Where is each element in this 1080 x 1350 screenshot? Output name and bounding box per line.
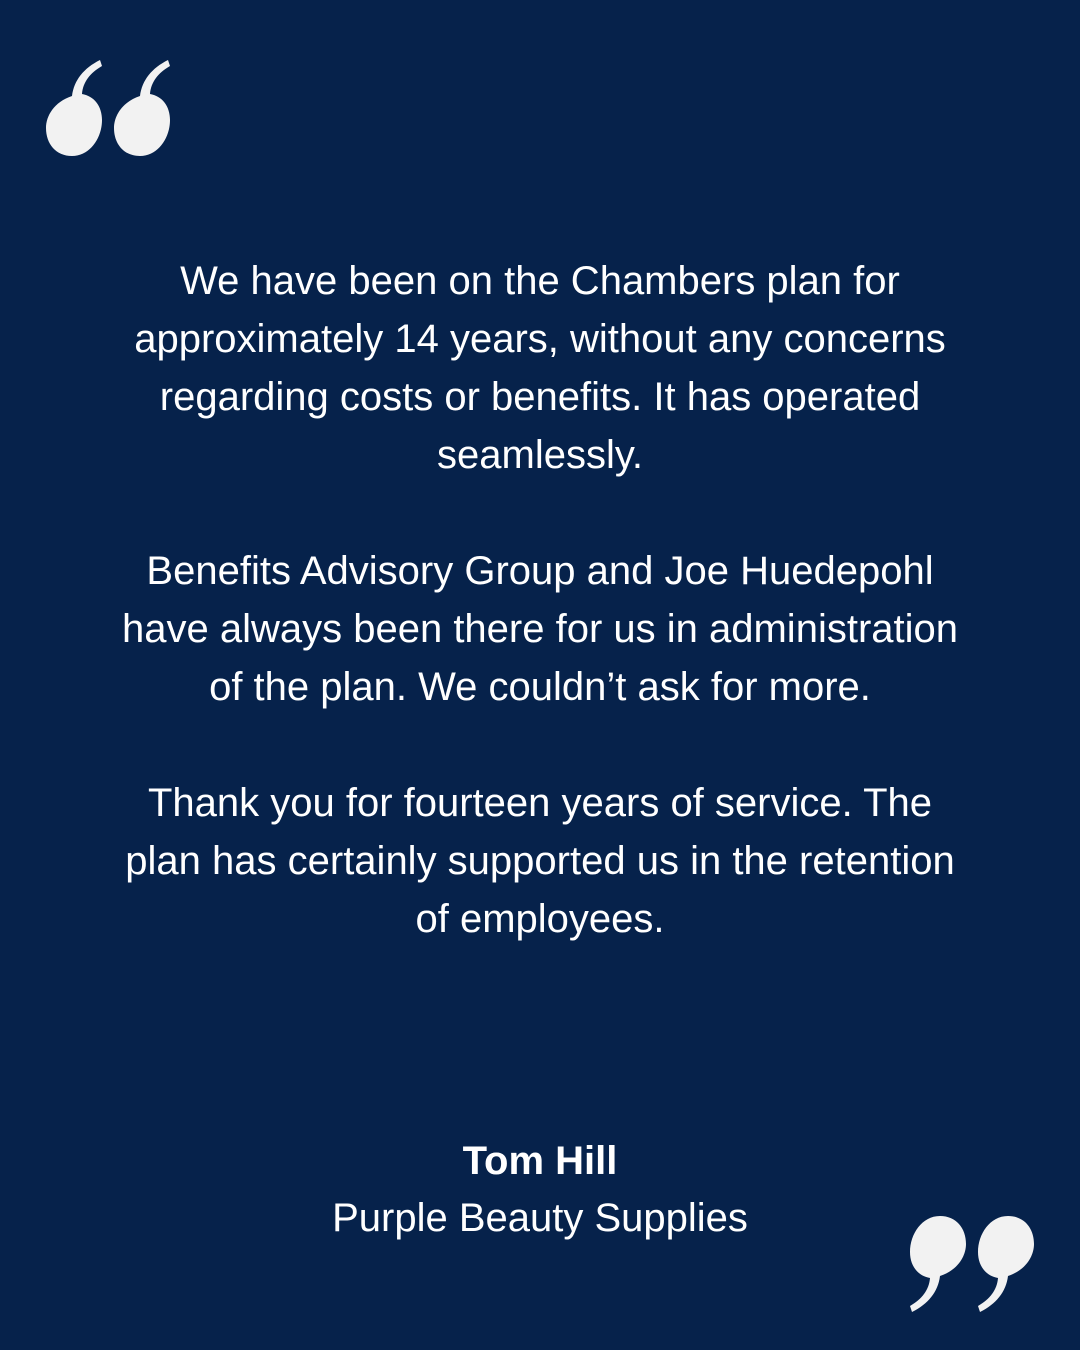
testimonial-quote — [120, 252, 960, 948]
open-quote-icon — [44, 58, 174, 158]
close-quote-icon — [906, 1214, 1036, 1314]
author-company: Purple Beauty Supplies — [332, 1196, 748, 1240]
quote-paragraph: We have been on the Chambers plan for approximately 14 years, without any concerns regarding costs or benefits. It has operated seamlessly. — [134, 259, 946, 477]
author-name: Tom Hill — [462, 1139, 618, 1183]
quote-paragraph: Benefits Advisory Group and Joe Huedepohl have always been there for us in administration of the plan. We couldn’t ask for more. — [121, 549, 958, 709]
quote-paragraph: Thank you for fourteen years of service. The plan has certainly supported us in the retention of employees. — [125, 781, 955, 941]
